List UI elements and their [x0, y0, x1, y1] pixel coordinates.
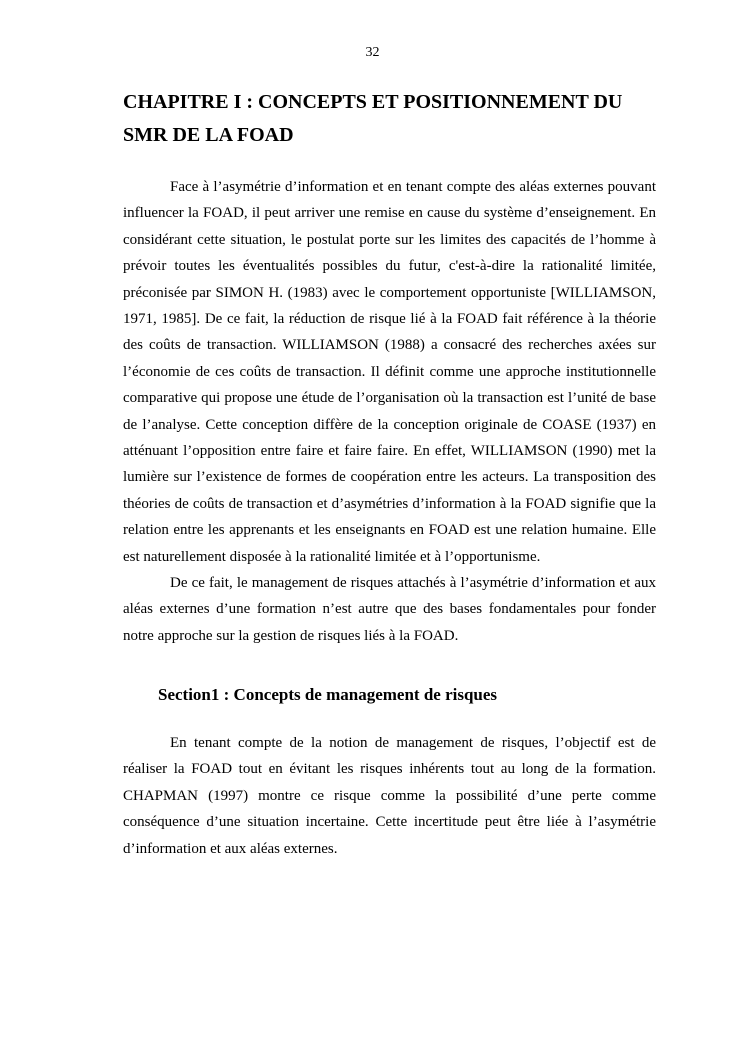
- intro-paragraph-1: Face à l’asymétrie d’information et en tenant compte des aléas externes pouvant influencer la FOAD, il peut arriver une remise en cause du système d’enseignement. En considérant cette situation, le postulat porte sur les limites des capacités de l’homme à prévoir toutes les éventualités possibles du futur, c'est-à-dire la rationalité limitée, préconisée par SIMON H. (1983) avec le comportement opportuniste [WILLIAMSON, 1971, 1985]. De ce fait, la réduction de risque lié à la FOAD fait référence à la théorie des coûts de transaction. WILLIAMSON (1988) a consacré des recherches axées sur l’économie de ces coûts de transaction. Il définit comme une approche institutionnelle comparative qui propose une étude de l’organisation où la transaction est l’unité de base de l’analyse. Cette conception diffère de la conception originale de COASE (1937) en atténuant l’opposition entre faire et faire faire. En effet, WILLIAMSON (1990) met la lumière sur l’existence de formes de coopération entre les acteurs. La transposition des théories de coûts de transaction et d’asymétries d’information à la FOAD signifie que la relation entre les apprenants et les enseignants en FOAD est une relation humaine. Elle est naturellement disposée à la rationalité limitée et à l’opportunisme.: [123, 179, 656, 565]
- intro-paragraph-2: De ce fait, le management de risques attachés à l’asymétrie d’information et aux aléas externes d’une formation n’est autre que des bases fondamentales pour fonder notre approche sur la gestion de risques liés à la FOAD.: [123, 575, 656, 644]
- section-paragraph: En tenant compte de la notion de management de risques, l’objectif est de réaliser la FOAD tout en évitant les risques inhérents tout au long de la formation. CHAPMAN (1997) montre ce risque comme la possibilité d’une perte comme conséquence d’une situation incertaine. Cette incertitude peut être liée à l’asymétrie d’information et aux aléas externes.: [123, 735, 656, 857]
- chapter-title: CHAPITRE I : CONCEPTS ET POSITIONNEMENT DU SMR DE LA FOAD: [123, 91, 623, 146]
- page-number: 32: [365, 45, 380, 60]
- section-title: Section1 : Concepts de management de risques: [158, 685, 498, 704]
